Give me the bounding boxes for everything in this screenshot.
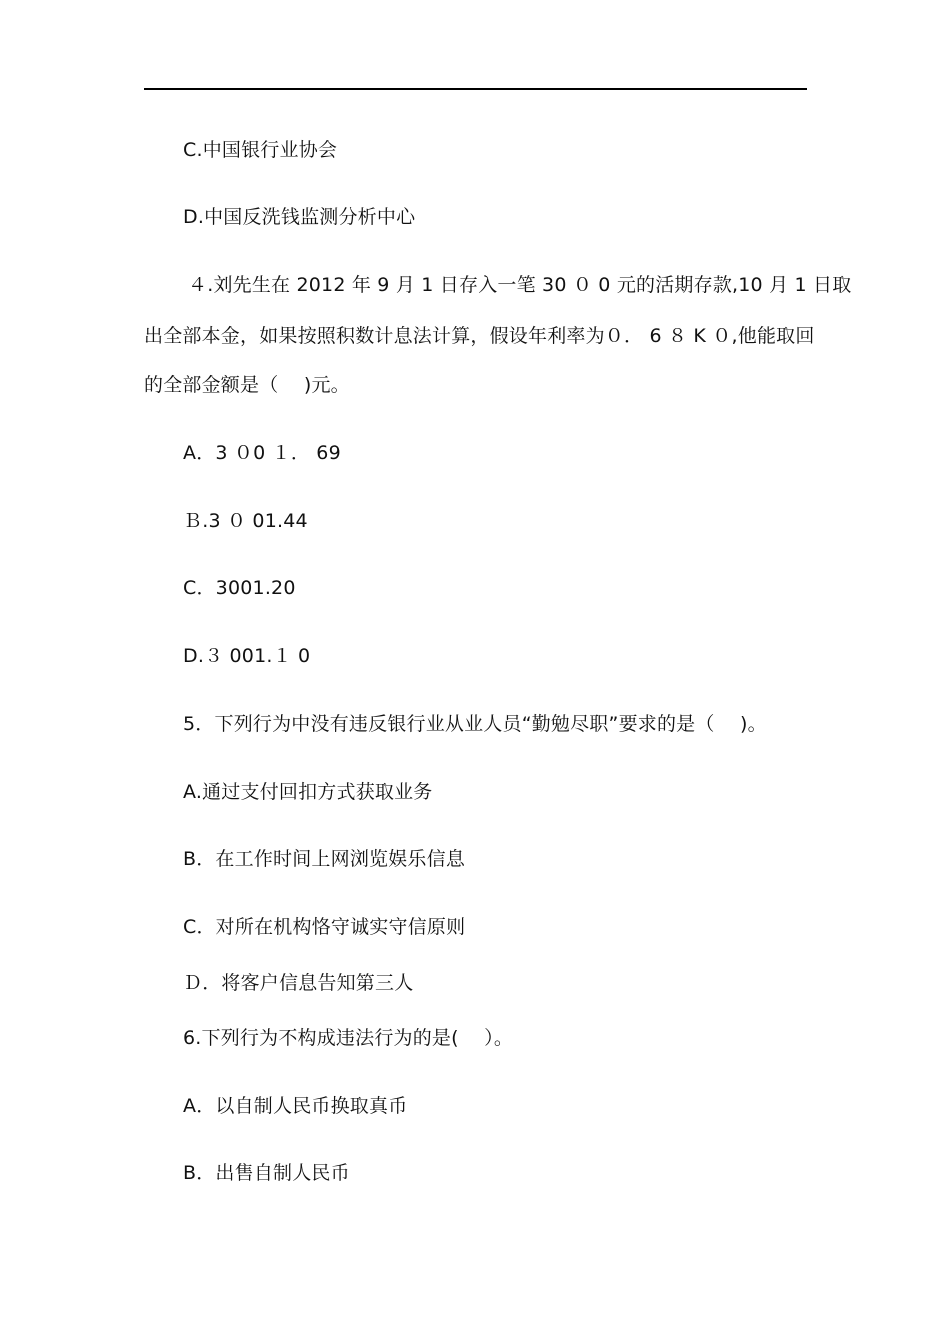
q5-option-d: Ｄ．将客户信息告知第三人 bbox=[183, 972, 414, 994]
q4-stem-line-2: 出全部本金，如果按照积数计息法计算，假设年利率为０． 6 ８ K ０,他能取回 bbox=[144, 325, 815, 347]
q5-option-a: A.通过支付回扣方式获取业务 bbox=[183, 781, 433, 803]
q5-stem: 5．下列行为中没有违反银行业从业人员“勤勉尽职”要求的是（ )。 bbox=[183, 713, 767, 735]
q4-option-c: C．3001.20 bbox=[183, 577, 296, 599]
q4-option-a: A．3 ０0 １． 69 bbox=[183, 442, 341, 464]
q6-stem: 6.下列行为不构成违法行为的是( ）。 bbox=[183, 1027, 514, 1049]
q4-stem-line-1: ４.刘先生在 2012 年 9 月 1 日存入一笔 30 ０ 0 元的活期存款,10 月 1 日取 bbox=[188, 274, 852, 296]
q5-option-c: C．对所在机构恪守诚实守信原则 bbox=[183, 916, 466, 938]
q6-option-a: A．以自制人民币换取真币 bbox=[183, 1095, 408, 1117]
prev-option-c: C.中国银行业协会 bbox=[183, 139, 338, 161]
header-rule bbox=[144, 88, 807, 90]
q4-option-b: Ｂ.3 ０ 01.44 bbox=[183, 510, 308, 532]
q4-stem-line-3: 的全部金额是（ )元。 bbox=[144, 374, 350, 396]
prev-option-d: D.中国反洗钱监测分析中心 bbox=[183, 206, 416, 228]
q4-option-d: D.３ 001.１ 0 bbox=[183, 645, 311, 667]
q6-option-b: B．出售自制人民币 bbox=[183, 1162, 350, 1184]
q5-option-b: B．在工作时间上网浏览娱乐信息 bbox=[183, 848, 466, 870]
